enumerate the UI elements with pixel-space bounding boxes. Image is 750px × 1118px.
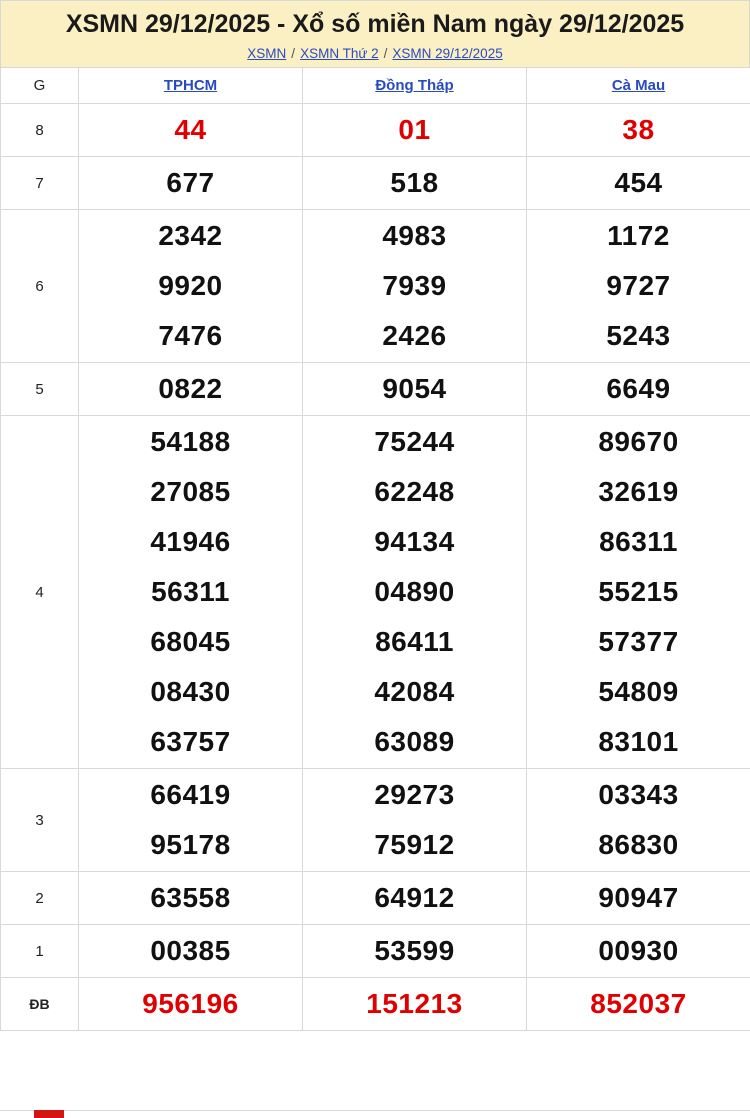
numbers-camau [527, 769, 750, 872]
lottery-number: 27085 [150, 476, 231, 508]
lottery-number: 95178 [150, 829, 231, 861]
numbers-tphcm [79, 925, 303, 978]
lottery-number: 6649 [606, 373, 671, 405]
column-header-camau[interactable]: Cà Mau [527, 68, 750, 104]
lottery-number: 677 [166, 167, 215, 199]
numbers-tphcm [79, 978, 303, 1031]
lottery-number: 7939 [382, 270, 447, 302]
lottery-number: 54809 [598, 676, 679, 708]
lottery-number: 01 [398, 114, 431, 146]
prize-label: ĐB [1, 978, 79, 1031]
lottery-number: 0822 [158, 373, 223, 405]
numbers-camau [527, 210, 750, 363]
lottery-number: 00930 [598, 935, 679, 967]
table-row [1, 210, 750, 363]
lottery-number: 64912 [374, 882, 455, 914]
numbers-dongthap [303, 157, 527, 210]
lottery-number: 62248 [374, 476, 455, 508]
numbers-dongthap [303, 925, 527, 978]
numbers-tphcm [79, 157, 303, 210]
breadcrumb-separator: / [291, 46, 296, 62]
footer-accent-bar [34, 1110, 64, 1118]
breadcrumb-link[interactable]: XSMN [247, 46, 287, 62]
lottery-number: 86830 [598, 829, 679, 861]
table-header-row [1, 68, 750, 104]
numbers-camau [527, 978, 750, 1031]
lottery-number: 9727 [606, 270, 671, 302]
lottery-number: 5243 [606, 320, 671, 352]
lottery-number: 63757 [150, 726, 231, 758]
numbers-dongthap [303, 769, 527, 872]
lottery-number: 38 [622, 114, 655, 146]
numbers-dongthap [303, 104, 527, 157]
breadcrumb-separator: / [383, 46, 388, 62]
lottery-number: 54188 [150, 426, 231, 458]
lottery-number: 89670 [598, 426, 679, 458]
lottery-number: 90947 [598, 882, 679, 914]
lottery-number: 9054 [382, 373, 447, 405]
lottery-number: 08430 [150, 676, 231, 708]
lottery-result-table [0, 67, 750, 1031]
lottery-number: 44 [174, 114, 207, 146]
lottery-number: 4983 [382, 220, 447, 252]
prize-label: 4 [1, 416, 79, 769]
footer-strip [0, 1110, 750, 1118]
footer-divider [0, 1110, 750, 1111]
numbers-dongthap [303, 210, 527, 363]
lottery-number: 41946 [150, 526, 231, 558]
lottery-number: 1172 [607, 220, 670, 252]
lottery-number: 55215 [598, 576, 679, 608]
numbers-tphcm [79, 104, 303, 157]
page-header [0, 0, 750, 67]
table-row [1, 104, 750, 157]
prize-label: 3 [1, 769, 79, 872]
lottery-number: 00385 [150, 935, 231, 967]
table-body [1, 104, 750, 1031]
lottery-number: 2342 [158, 220, 223, 252]
lottery-number: 94134 [374, 526, 455, 558]
lottery-number: 53599 [374, 935, 455, 967]
prize-label: 2 [1, 872, 79, 925]
numbers-tphcm [79, 363, 303, 416]
lottery-number: 56311 [151, 576, 230, 608]
prize-label: 8 [1, 104, 79, 157]
table-row [1, 872, 750, 925]
lottery-number: 29273 [374, 779, 455, 811]
column-header-dongthap[interactable]: Đồng Tháp [303, 68, 527, 104]
prize-label: 5 [1, 363, 79, 416]
numbers-camau [527, 363, 750, 416]
page-title: XSMN 29/12/2025 - Xổ số miền Nam ngày 29/12/2025 [65, 10, 685, 38]
lottery-number: 57377 [598, 626, 679, 658]
numbers-tphcm [79, 769, 303, 872]
table-row [1, 769, 750, 872]
column-header-tphcm[interactable]: TPHCM [79, 68, 303, 104]
prize-label: 6 [1, 210, 79, 363]
table-row [1, 416, 750, 769]
numbers-camau [527, 157, 750, 210]
numbers-dongthap [303, 363, 527, 416]
lottery-number: 63089 [374, 726, 455, 758]
lottery-number: 151213 [366, 988, 463, 1020]
numbers-tphcm [79, 210, 303, 363]
lottery-number: 75912 [374, 829, 455, 861]
table-row [1, 925, 750, 978]
lottery-number: 68045 [150, 626, 231, 658]
table-row [1, 978, 750, 1031]
lottery-number: 66419 [150, 779, 231, 811]
numbers-tphcm [79, 416, 303, 769]
numbers-tphcm [79, 872, 303, 925]
table-row [1, 363, 750, 416]
lottery-number: 83101 [598, 726, 679, 758]
lottery-number: 518 [390, 167, 439, 199]
lottery-number: 852037 [590, 988, 687, 1020]
lottery-number: 7476 [158, 320, 223, 352]
numbers-camau [527, 104, 750, 157]
lottery-number: 9920 [158, 270, 223, 302]
breadcrumb [11, 46, 739, 61]
prize-label: 1 [1, 925, 79, 978]
column-header-prize: G [1, 68, 79, 104]
prize-label: 7 [1, 157, 79, 210]
lottery-number: 2426 [382, 320, 447, 352]
lottery-number: 63558 [150, 882, 231, 914]
numbers-dongthap [303, 872, 527, 925]
lottery-number: 42084 [374, 676, 455, 708]
lottery-number: 956196 [142, 988, 239, 1020]
table-row [1, 157, 750, 210]
numbers-camau [527, 925, 750, 978]
lottery-number: 32619 [598, 476, 679, 508]
lottery-number: 04890 [374, 576, 455, 608]
lottery-number: 86411 [375, 626, 454, 658]
numbers-camau [527, 872, 750, 925]
lottery-number: 86311 [599, 526, 678, 558]
breadcrumb-link[interactable]: XSMN 29/12/2025 [392, 46, 503, 62]
lottery-number: 75244 [374, 426, 455, 458]
numbers-dongthap [303, 416, 527, 769]
breadcrumb-link[interactable]: XSMN Thứ 2 [300, 46, 379, 62]
lottery-number: 03343 [598, 779, 679, 811]
numbers-camau [527, 416, 750, 769]
numbers-dongthap [303, 978, 527, 1031]
lottery-number: 454 [614, 167, 663, 199]
